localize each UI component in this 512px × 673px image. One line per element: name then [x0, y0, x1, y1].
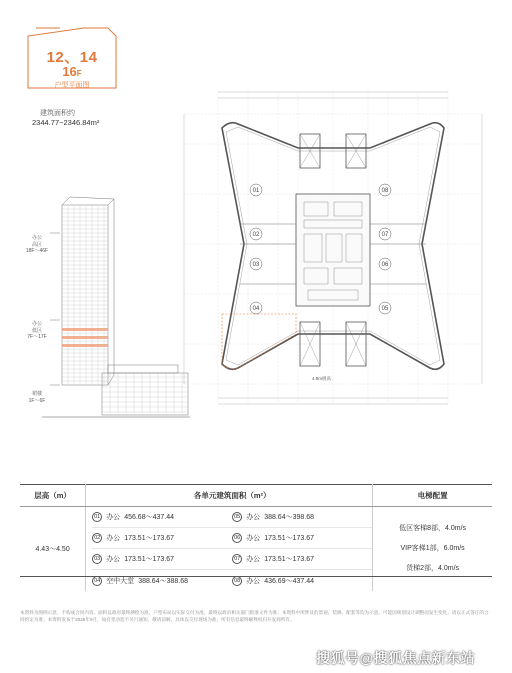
- unit-type: 办公: [106, 556, 121, 563]
- unit-type: 办公: [246, 556, 261, 563]
- unit-number: 01: [94, 514, 101, 520]
- unit-area-list: [86, 507, 373, 592]
- unit-area-table: [20, 484, 492, 591]
- unit-area: 388.64～398.68: [264, 514, 315, 521]
- unit-label-03: 03: [252, 262, 260, 268]
- tower-label-mid: 办公 低区 7F～17F: [27, 321, 47, 340]
- badge-floors: 12、14: [46, 49, 98, 66]
- unit-number: 07: [234, 556, 241, 562]
- table-bottom-rule: [20, 576, 492, 577]
- table-row: [92, 507, 372, 528]
- unit-label-04: 04: [252, 306, 260, 312]
- unit-number: 02: [94, 535, 101, 541]
- unit-number: 05: [234, 514, 241, 520]
- disclaimer-text: 本资料为图例示意，不构成合同内容，面积以政府最终测绘为准，户型布局以实际交付为准，最终以政府相关部门批准文件为准；本资料中所涉及的景观、装修、配套等均为示意，可能因规划设计调整而发生变化，请以正式签订的合同约定为准；本资料发布于2025年9月，如有变动恕不另行通知，敬请谅解，具体以交付现场为准，所有信息最终解释权归开发商所有。: [20, 610, 489, 623]
- badge-floor: 16F: [62, 64, 82, 79]
- tower-label-low: 裙楼 1F～6F: [28, 391, 46, 404]
- unit-area: 456.68～437.44: [124, 514, 175, 521]
- unit-label-07: 07: [381, 232, 389, 238]
- ceiling-height-annotation: 4.9m挑高: [312, 376, 332, 381]
- unit-label-02: 02: [252, 232, 260, 238]
- unit-label-08: 08: [381, 188, 389, 194]
- header-elevator: 电梯配置: [373, 485, 492, 507]
- unit-type: 办公: [106, 514, 121, 521]
- floor-height-value: 4.43～4.50: [20, 507, 86, 592]
- unit-type: 办公: [106, 535, 121, 542]
- unit-label-06: 06: [381, 262, 389, 268]
- table-row: [92, 570, 372, 591]
- unit-area: 173.51～173.67: [264, 556, 315, 563]
- tower-elevation: [22, 195, 192, 425]
- unit-number: 04: [94, 577, 101, 584]
- unit-type: 办公: [246, 577, 261, 585]
- unit-area: 173.51～173.67: [264, 535, 315, 542]
- unit-area: 173.51～173.67: [124, 535, 175, 542]
- unit-area: 173.51～173.67: [124, 556, 175, 563]
- unit-area: 388.64～388.68: [138, 577, 189, 585]
- floor-plan-drawing: [178, 84, 488, 414]
- elevator-line: VIP客梯1部，6.0m/s: [400, 545, 465, 552]
- area-label: 建筑面积约: [40, 110, 75, 117]
- watermark: 搜狐号@搜狐焦点新东站: [316, 650, 476, 666]
- unit-type: 办公: [246, 535, 261, 542]
- header-unit-area: 各单元建筑面积（m²）: [86, 485, 373, 507]
- table-row: [92, 549, 372, 570]
- unit-type: 空中大堂: [106, 577, 135, 585]
- table-row: [92, 528, 372, 549]
- elevator-line: 低区客梯8部，4.0m/s: [399, 525, 467, 532]
- elevator-config: [373, 507, 492, 592]
- unit-type: 办公: [246, 514, 261, 521]
- floor-plan: [178, 84, 488, 414]
- elevator-line: 货梯2部，4.0m/s: [406, 565, 460, 572]
- unit-number: 06: [234, 535, 241, 541]
- badge-plan-label: 户型平面图: [54, 82, 90, 89]
- tower-label-high: 办公 高区 18F～46F: [25, 235, 49, 254]
- header-floor-height: 层高（m）: [20, 485, 86, 507]
- area-value: 2344.77~2346.84m²: [32, 118, 100, 127]
- unit-number: 03: [94, 556, 101, 562]
- floor-badge: [26, 26, 118, 90]
- unit-number: 08: [234, 577, 241, 584]
- unit-label-05: 05: [381, 306, 389, 312]
- unit-area: 436.69～437.44: [264, 577, 315, 585]
- unit-label-01: 01: [252, 188, 260, 194]
